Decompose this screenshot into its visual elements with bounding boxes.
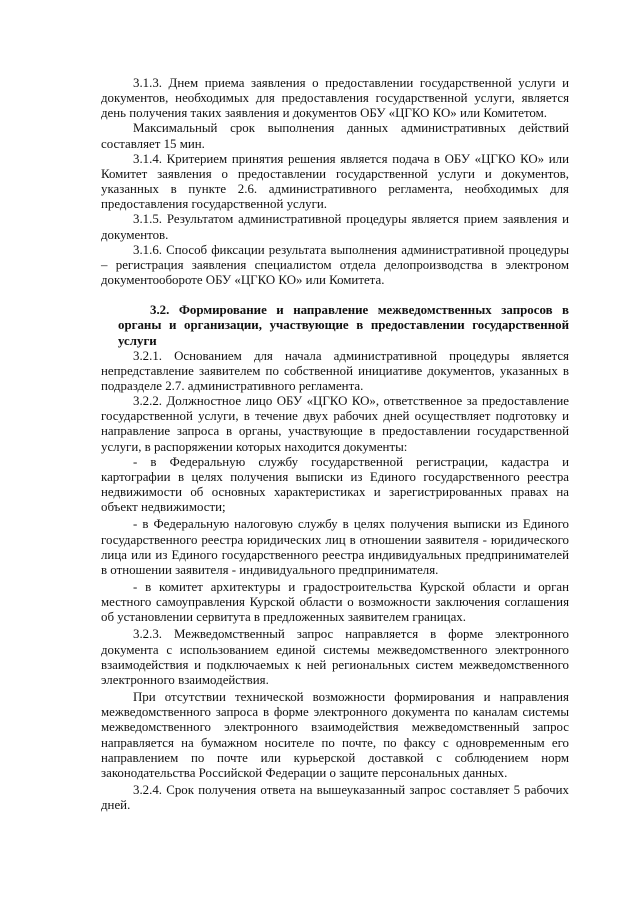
paragraph-3-1-3: 3.1.3. Днем приема заявления о предоставлении государственной услуги и документов, необходимых для предоставления государственной услуги, является день получения таких заявления и документов ОБУ «ЦГКО КО» или Комитетом. [101, 76, 569, 121]
paragraph-3-2-2: 3.2.2. Должностное лицо ОБУ «ЦГКО КО», ответственное за предоставление государственной услуги, в течение двух рабочих дней осуществляет подготовку и направление запроса в органы, участвующие в предоставлении государственной услуги, в распоряжении которых находится документы: [101, 394, 569, 454]
paragraph-max-time: Максимальный срок выполнения данных административных действий составляет 15 мин. [101, 121, 569, 151]
section-heading-3-2: 3.2. Формирование и направление межведомственных запросов в органы и организации, участвующие в предоставлении государственной услуги [118, 303, 569, 348]
paragraph-3-1-5: 3.1.5. Результатом административной процедуры является прием заявления и документов. [101, 212, 569, 242]
list-item-rosreestr: - в Федеральную службу государственной регистрации, кадастра и картографии в целях получения выписки из Единого государственного реестра недвижимости об основных характеристиках и зарегистрированных правах на объект недвижимости; [101, 454, 569, 515]
list-item-architecture-committee: - в комитет архитектуры и градостроительства Курской области и орган местного самоуправления Курской области о возможности заключения соглашения об установлении сервитута в предложенных заявителем границах. [101, 580, 569, 625]
paragraph-3-2-3: 3.2.3. Межведомственный запрос направляется в форме электронного документа с использованием единой системы межведомственного электронного взаимодействия и подключаемых к ней региональных систем межведомственного электронного взаимодействия. [101, 627, 569, 687]
paragraph-3-2-4: 3.2.4. Срок получения ответа на вышеуказанный запрос составляет 5 рабочих дней. [101, 783, 569, 813]
paragraph-3-1-4: 3.1.4. Критерием принятия решения является подача в ОБУ «ЦГКО КО» или Комитет заявления о предоставлении государственной услуги и документов, указанных в пункте 2.6. административного регламента, необходимых для предоставления государственной услуги. [101, 151, 569, 212]
paragraph-3-1-6: 3.1.6. Способ фиксации результата выполнения административной процедуры – регистрация заявления специалистом отдела делопроизводства в электроном документообороте ОБУ «ЦГКО КО» или Комитета. [101, 242, 569, 288]
document-body [101, 76, 569, 813]
paragraph-3-2-1: 3.2.1. Основанием для начала административной процедуры является непредставление заявителем по собственной инициативе документов, указанных в подразделе 2.7. административного регламента. [101, 348, 569, 393]
list-item-tax-service: - в Федеральную налоговую службу в целях получения выписки из Единого государственного реестра юридических лиц в отношении заявителя - юридического лица или из Единого государственного реестра индивидуальных предпринимателей в отношении заявителя - индивидуального предпринимателя. [101, 517, 569, 577]
paragraph-no-technical-possibility: При отсутствии технической возможности формирования и направления межведомственного запроса в форме электронного документа по каналам системы межведомственного электронного взаимодействия межведомственный запрос направляется на бумажном носителе по почте, по факсу с одновременным его направлением по почте или курьерской доставкой с соблюдением норм законодательства Российской Федерации о защите персональных данных. [101, 690, 569, 780]
